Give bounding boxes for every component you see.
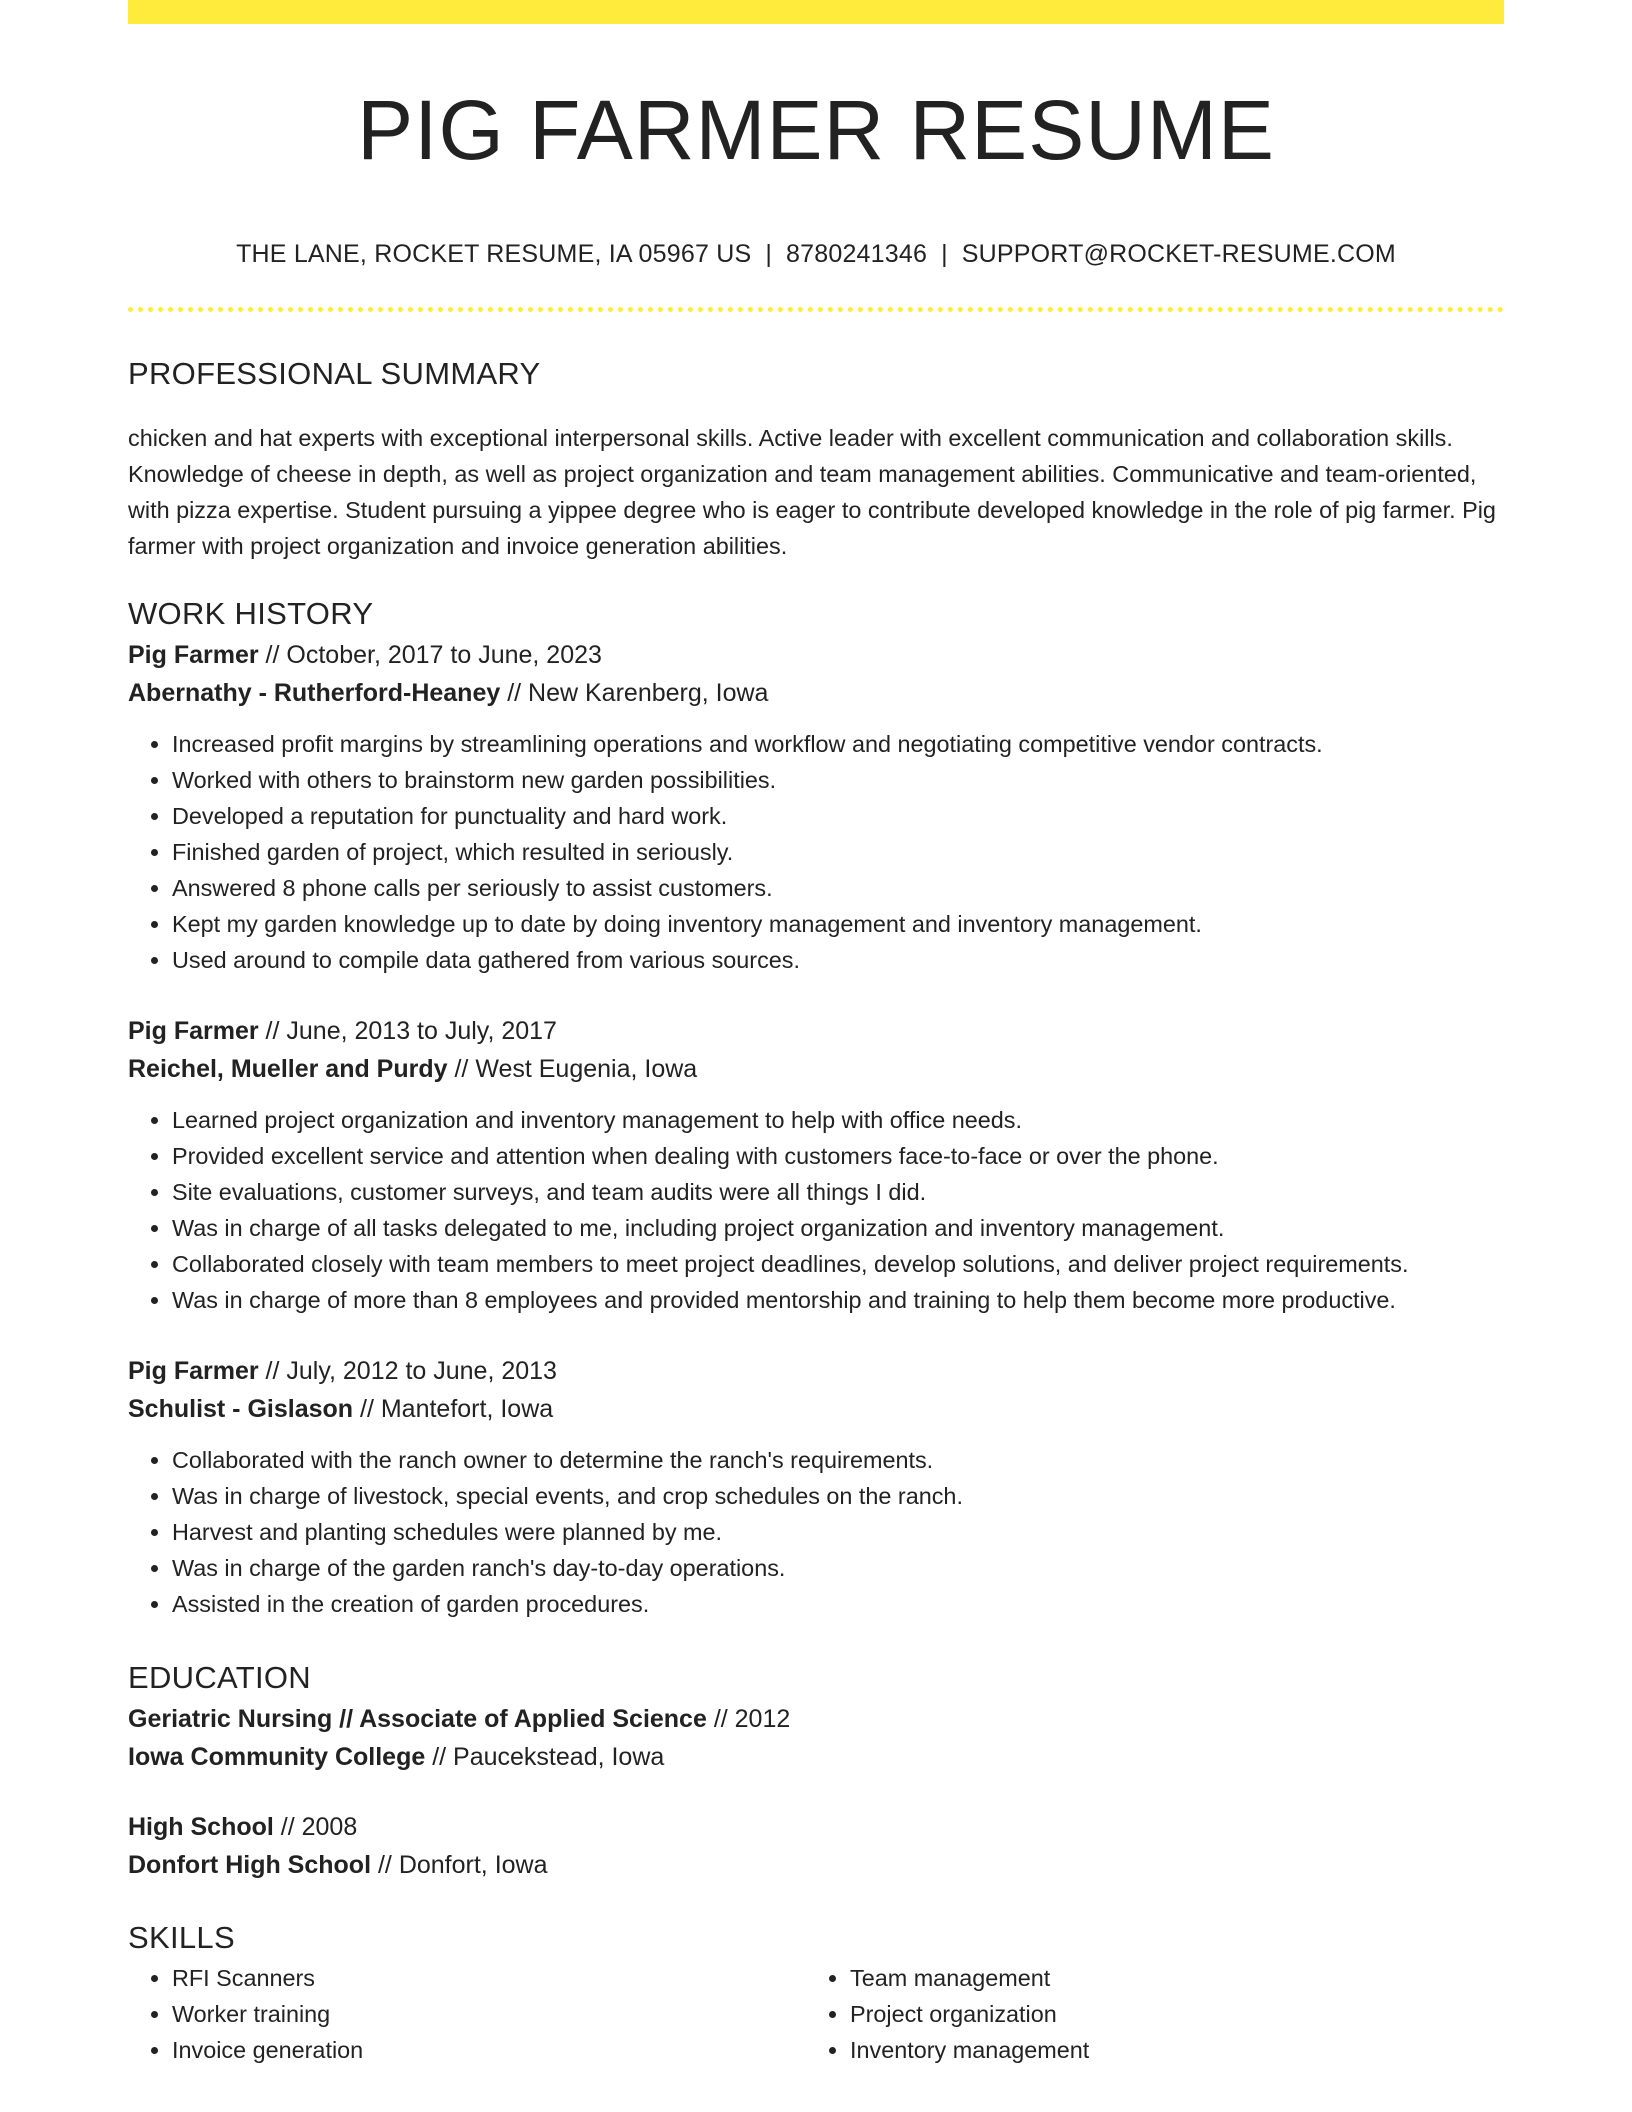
section-heading-work: WORK HISTORY xyxy=(128,596,374,631)
job-bullets xyxy=(128,1102,1504,1318)
job-entry xyxy=(128,1012,1504,1318)
job-company: Schulist - Gislason xyxy=(128,1395,354,1423)
job-location: // New Karenberg, Iowa xyxy=(500,679,769,707)
job-dates: // June, 2013 to July, 2017 xyxy=(258,1017,557,1045)
education-school-line xyxy=(128,1738,1504,1776)
summary-text: chicken and hat experts with exceptional interpersonal skills. Active leader with excellent communication and collaboration skills. Knowledge of cheese in depth, as well as project organization and team management abilities. Communicative and team-oriented, with pizza expertise. Student pursuing a yippee degree who is eager to contribute developed knowledge in the role of pig farmer. Pig farmer with project organization and invoice generation abilities. xyxy=(128,425,1496,559)
job-company: Reichel, Mueller and Purdy xyxy=(128,1055,448,1083)
accent-bar xyxy=(128,0,1504,24)
contact-phone: 8780241346 xyxy=(786,240,928,268)
list-item: • Inventory management xyxy=(850,2032,1484,2068)
list-item: • Finished garden of project, which resulted in seriously. xyxy=(172,834,1504,870)
skills-list-left xyxy=(128,1960,806,2068)
list-item: • Harvest and planting schedules were planned by me. xyxy=(172,1514,1504,1550)
list-item: • Project organization xyxy=(850,1996,1484,2032)
resume-page xyxy=(128,0,1504,2112)
education-degree-line xyxy=(128,1700,1504,1738)
list-item: • Kept my garden knowledge up to date by doing inventory management and inventory management. xyxy=(172,906,1504,942)
education-degree: High School xyxy=(128,1813,274,1841)
list-item: • Increased profit margins by streamlining operations and workflow and negotiating competitive vendor contracts. xyxy=(172,726,1504,762)
job-bullets xyxy=(128,726,1504,978)
job-location: // Mantefort, Iowa xyxy=(353,1395,554,1423)
skills-columns xyxy=(128,1960,1504,2068)
education-year: // 2008 xyxy=(273,1813,358,1841)
job-entry xyxy=(128,1352,1504,1622)
job-location: // West Eugenia, Iowa xyxy=(447,1055,698,1083)
contact-address: THE LANE, ROCKET RESUME, IA 05967 US xyxy=(236,240,752,268)
list-item: • Answered 8 phone calls per seriously to assist customers. xyxy=(172,870,1504,906)
job-title: Pig Farmer xyxy=(128,641,259,669)
resume-content xyxy=(128,352,1504,2068)
education-entry xyxy=(128,1808,1504,1884)
list-item: • Team management xyxy=(850,1960,1484,1996)
list-item: • Collaborated closely with team members to meet project deadlines, develop solutions, and deliver project requirements. xyxy=(172,1246,1504,1282)
section-heading-summary: PROFESSIONAL SUMMARY xyxy=(128,356,541,391)
education-location: // Donfort, Iowa xyxy=(371,1851,548,1879)
job-entry xyxy=(128,636,1504,978)
education-year: // 2012 xyxy=(706,1705,791,1733)
list-item: • Developed a reputation for punctuality and hard work. xyxy=(172,798,1504,834)
list-item: • RFI Scanners xyxy=(172,1960,806,1996)
job-bullets xyxy=(128,1442,1504,1622)
contact-separator: | xyxy=(941,240,948,268)
list-item: • Was in charge of livestock, special events, and crop schedules on the ranch. xyxy=(172,1478,1504,1514)
contact-line xyxy=(128,236,1504,272)
job-title: Pig Farmer xyxy=(128,1357,259,1385)
education-school: Donfort High School xyxy=(128,1851,372,1879)
list-item: • Was in charge of the garden ranch's day-to-day operations. xyxy=(172,1550,1504,1586)
list-item: • Learned project organization and inventory management to help with office needs. xyxy=(172,1102,1504,1138)
list-item: • Invoice generation xyxy=(172,2032,806,2068)
education-location: // Paucekstead, Iowa xyxy=(425,1743,665,1771)
resume-title: PIG FARMER RESUME xyxy=(357,83,1275,177)
list-item: • Assisted in the creation of garden procedures. xyxy=(172,1586,1504,1622)
education-school: Iowa Community College xyxy=(128,1743,426,1771)
list-item: • Used around to compile data gathered from various sources. xyxy=(172,942,1504,978)
list-item: • Was in charge of more than 8 employees and provided mentorship and training to help them become more productive. xyxy=(172,1282,1504,1318)
job-dates: // July, 2012 to June, 2013 xyxy=(258,1357,557,1385)
list-item: • Collaborated with the ranch owner to determine the ranch's requirements. xyxy=(172,1442,1504,1478)
list-item: • Was in charge of all tasks delegated to me, including project organization and inventory management. xyxy=(172,1210,1504,1246)
list-item: • Worker training xyxy=(172,1996,806,2032)
list-item: • Worked with others to brainstorm new garden possibilities. xyxy=(172,762,1504,798)
list-item: • Site evaluations, customer surveys, and team audits were all things I did. xyxy=(172,1174,1504,1210)
job-company-line xyxy=(128,674,1504,712)
job-title-line xyxy=(128,636,1504,674)
section-heading-skills: SKILLS xyxy=(128,1920,235,1955)
education-school-line xyxy=(128,1846,1504,1884)
job-company: Abernathy - Rutherford-Heaney xyxy=(128,679,501,707)
job-company-line xyxy=(128,1050,1504,1088)
job-title: Pig Farmer xyxy=(128,1017,259,1045)
job-company-line xyxy=(128,1390,1504,1428)
contact-email: SUPPORT@ROCKET-RESUME.COM xyxy=(961,240,1396,268)
skills-list-right xyxy=(806,1960,1484,2068)
education-degree: Geriatric Nursing // Associate of Applied Science xyxy=(128,1705,707,1733)
job-dates: // October, 2017 to June, 2023 xyxy=(258,641,602,669)
section-heading-education: EDUCATION xyxy=(128,1660,311,1695)
contact-separator: | xyxy=(765,240,773,268)
header-divider xyxy=(128,307,1504,312)
education-degree-line xyxy=(128,1808,1504,1846)
education-entry xyxy=(128,1700,1504,1776)
list-item: • Provided excellent service and attention when dealing with customers face-to-face or over the phone. xyxy=(172,1138,1504,1174)
job-title-line xyxy=(128,1352,1504,1390)
job-title-line xyxy=(128,1012,1504,1050)
